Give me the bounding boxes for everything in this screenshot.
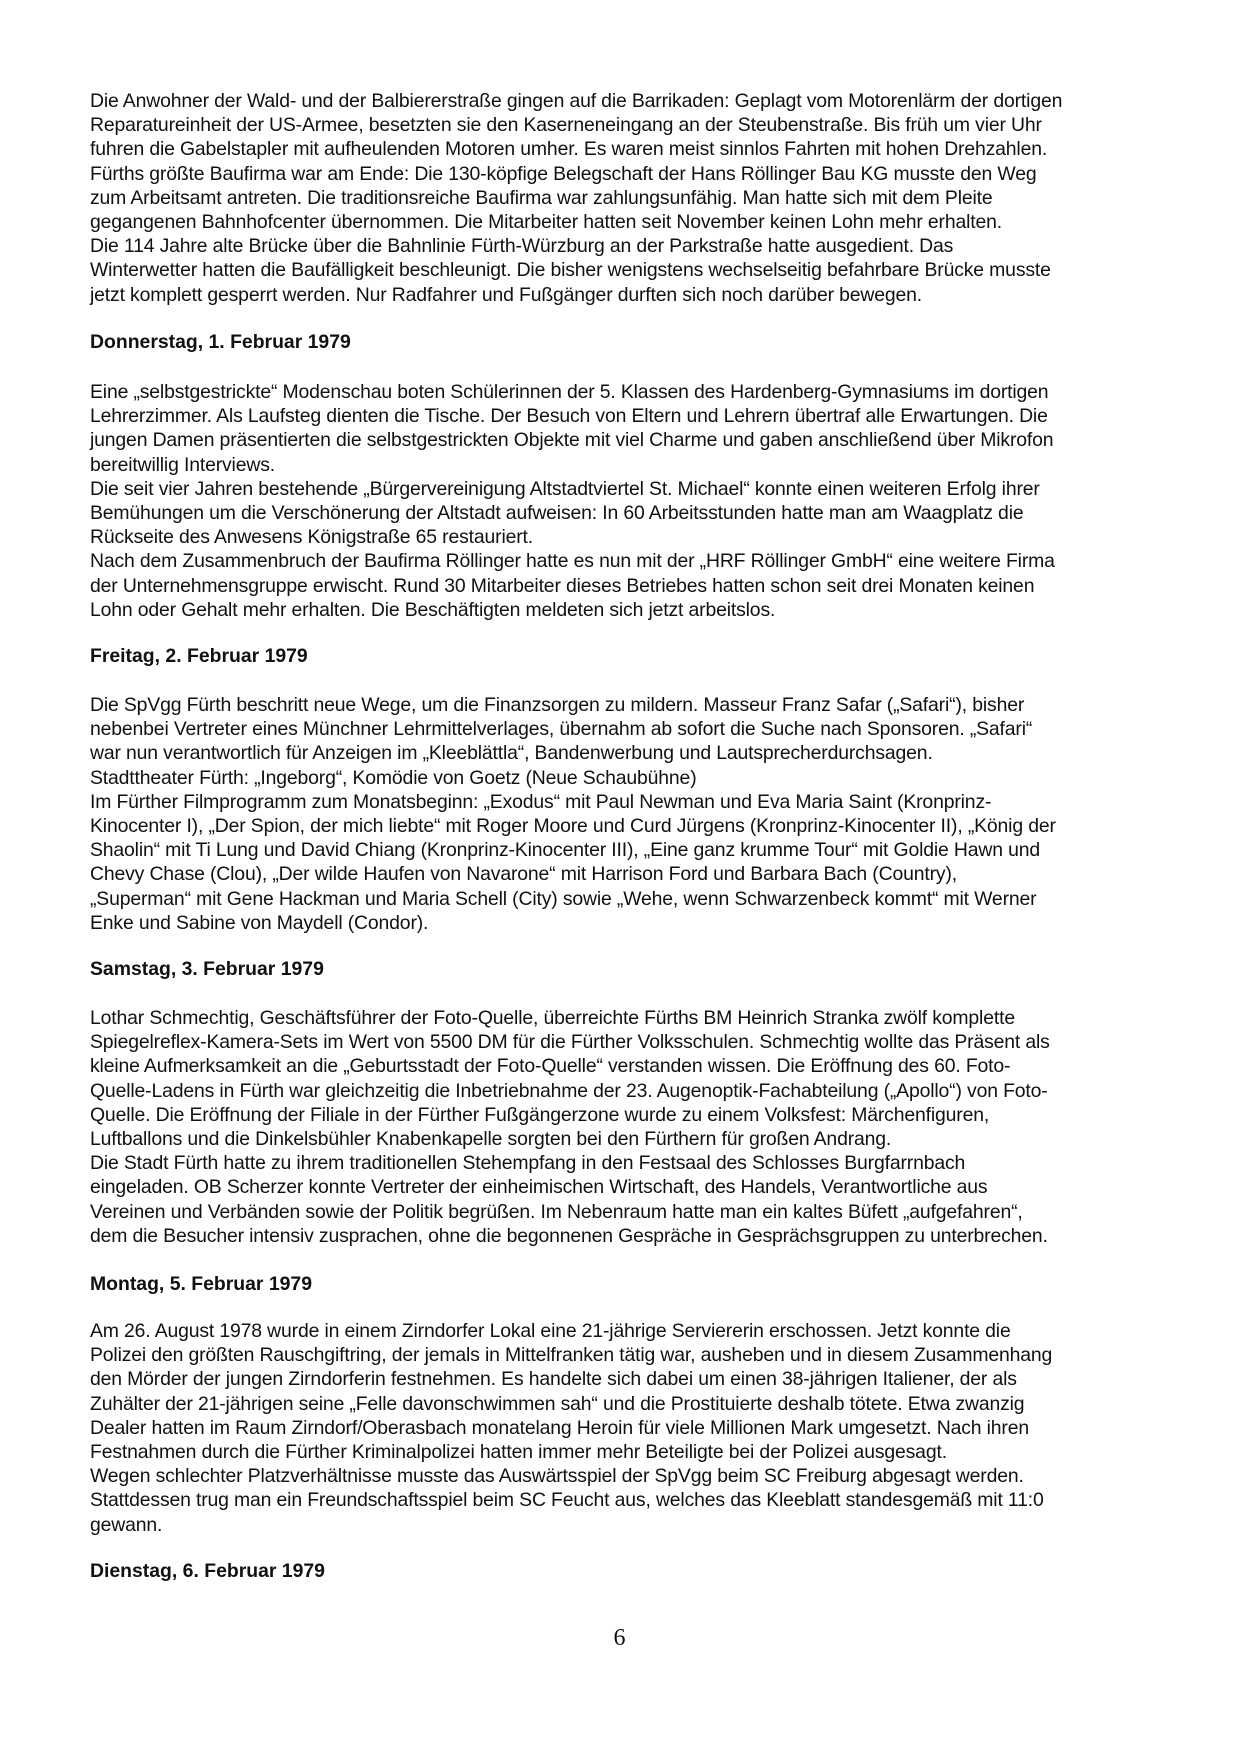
text-line: Am 26. August 1978 wurde in einem Zirndorfer Lokal eine 21-jährige Serviererin erschossen. Jetzt konnte die (90, 1320, 1011, 1342)
text-line: Lohn oder Gehalt mehr erhalten. Die Beschäftigten meldeten sich jetzt arbeitslos. (90, 598, 776, 621)
text-line: Quelle-Ladens in Fürth war gleichzeitig die Inbetriebnahme der 23. Augenoptik-Fachabteilung („Apollo“) von Foto- (90, 1079, 1048, 1102)
text-line: Festnahmen durch die Fürther Kriminalpolizei hatten immer mehr Beteiligte bei der Polizei ausgesagt. (90, 1440, 947, 1463)
text-line: Polizei den größten Rauschgiftring, der jemals in Mittelfranken tätig war, ausheben und in diesem Zusammenhang (90, 1344, 1053, 1367)
text-line: zum Arbeitsamt antreten. Die traditionsreiche Baufirma war zahlungsunfähig. Man hatte sich mit dem Pleite (90, 186, 993, 209)
text-line: Stadttheater Fürth: „Ingeborg“, Komödie von Goetz (Neue Schaubühne) (90, 766, 697, 789)
date-heading: Dienstag, 6. Februar 1979 (90, 1560, 325, 1582)
text-line: Reparatureinheit der US-Armee, besetzten sie den Kaserneneingang an der Steubenstraße. Bis früh um vier Uhr (90, 114, 1042, 137)
text-line: Rückseite des Anwesens Königstraße 65 restauriert. (90, 526, 534, 549)
text-line: gegangenen Bahnhofcenter übernommen. Die Mitarbeiter hatten seit November keinen Lohn mehr erhalten. (90, 210, 1003, 233)
text-line: Vereinen und Verbänden sowie der Politik begrüßen. Im Nebenraum hatte man ein kaltes Büfett „aufgefahren“, (90, 1200, 1023, 1223)
date-heading: Donnerstag, 1. Februar 1979 (90, 331, 351, 353)
text-line: Stattdessen trug man ein Freundschaftsspiel beim SC Feucht aus, welches das Kleeblatt standesgemäß mit 11:0 (90, 1489, 1044, 1512)
text-line: Kinocenter I), „Der Spion, der mich liebte“ mit Roger Moore und Curd Jürgens (Kronprinz-Kinocenter II), „König der (90, 814, 1056, 837)
text-line: Spiegelreflex-Kamera-Sets im Wert von 5500 DM für die Fürther Volksschulen. Schmechtig wollte das Präsent als (90, 1031, 1050, 1054)
text-line: Die SpVgg Fürth beschritt neue Wege, um die Finanzsorgen zu mildern. Masseur Franz Safar („Safari“), bisher (90, 694, 1025, 716)
text-line: den Mörder der jungen Zirndorferin festnehmen. Es handelte sich dabei um einen 38-jährigen Italiener, der als (90, 1368, 1017, 1391)
text-line: Die Stadt Fürth hatte zu ihrem traditionellen Stehempfang in den Festsaal des Schlosses Burgfarrnbach (90, 1152, 966, 1175)
text-line: Die 114 Jahre alte Brücke über die Bahnlinie Fürth-Würzburg an der Parkstraße hatte ausgedient. Das (90, 235, 954, 258)
date-heading: Montag, 5. Februar 1979 (90, 1273, 312, 1295)
text-line: eingeladen. OB Scherzer konnte Vertreter der einheimischen Wirtschaft, des Handels, Verantwortliche aus (90, 1176, 988, 1199)
text-line: fuhren die Gabelstapler mit aufheulenden Motoren umher. Es waren meist sinnlos Fahrten mit hohen Drehzahlen. (90, 138, 1048, 161)
text-line: Enke und Sabine von Maydell (Condor). (90, 911, 429, 934)
text-line: Zuhälter der 21-jährigen seine „Felle davonschwimmen sah“ und die Prostituierte deshalb tötete. Etwa zwanzig (90, 1392, 1025, 1415)
text-paragraph-block (90, 693, 1180, 935)
text-line: „Superman“ mit Gene Hackman und Maria Schell (City) sowie „Wehe, wenn Schwarzenbeck kommt“ mit Werner (90, 887, 1037, 910)
text-line: Wegen schlechter Platzverhältnisse musste das Auswärtsspiel der SpVgg beim SC Freiburg abgesagt werden. (90, 1465, 1024, 1488)
text-line: bereitwillig Interviews. (90, 453, 275, 476)
text-paragraph-block (90, 380, 1180, 622)
text-line: Dealer hatten im Raum Zirndorf/Oberasbach monatelang Heroin für viele Millionen Mark umgesetzt. Nach ihren (90, 1416, 1029, 1439)
text-line: nebenbei Vertreter eines Münchner Lehrmittelverlages, übernahm ab sofort die Suche nach Sponsoren. „Safari“ (90, 718, 1033, 741)
text-line: Lothar Schmechtig, Geschäftsführer der Foto-Quelle, überreichte Fürths BM Heinrich Stranka zwölf komplette (90, 1007, 1015, 1029)
text-line: Luftballons und die Dinkelsbühler Knabenkapelle sorgten bei den Fürthern für großen Andrang. (90, 1127, 892, 1150)
text-line: der Unternehmensgruppe erwischt. Rund 30 Mitarbeiter dieses Betriebes hatten schon seit drei Monaten keinen (90, 574, 1035, 597)
text-paragraph-block (90, 1319, 1180, 1537)
text-line: Winterwetter hatten die Baufälligkeit beschleunigt. Die bisher wenigstens wechselseitig befahrbare Brücke musste (90, 259, 1051, 282)
text-line: dem die Besucher intensiv zusprachen, ohne die begonnenen Gespräche in Gesprächsgruppen zu unterbrechen. (90, 1224, 1048, 1247)
text-line: jetzt komplett gesperrt werden. Nur Radfahrer und Fußgänger durften sich noch darüber bewegen. (90, 283, 923, 306)
text-line: Eine „selbstgestrickte“ Modenschau boten Schülerinnen der 5. Klassen des Hardenberg-Gymnasiums im dortigen (90, 381, 1049, 403)
text-paragraph-block (90, 1006, 1180, 1248)
text-paragraph-block (90, 89, 1180, 307)
date-heading: Freitag, 2. Februar 1979 (90, 645, 308, 667)
text-line: war nun verantwortlich für Anzeigen im „Kleeblättla“, Bandenwerbung und Lautsprecherdurchsagen. (90, 742, 933, 765)
text-line: jungen Damen präsentierten die selbstgestrickten Objekte mit viel Charme und gaben anschließend über Mikrofon (90, 429, 1054, 452)
text-line: kleine Aufmerksamkeit an die „Geburtsstadt der Foto-Quelle“ verstanden wissen. Die Eröffnung des 60. Foto- (90, 1055, 1011, 1078)
text-line: Im Fürther Filmprogramm zum Monatsbeginn: „Exodus“ mit Paul Newman und Eva Maria Saint (Kronprinz- (90, 790, 992, 813)
text-line: gewann. (90, 1513, 163, 1536)
text-line: Lehrerzimmer. Als Laufsteg dienten die Tische. Der Besuch von Eltern und Lehrern übertraf alle Erwartungen. Die (90, 405, 1048, 428)
text-line: Die Anwohner der Wald- und der Balbiererstraße gingen auf die Barrikaden: Geplagt vom Motorenlärm der dortigen (90, 90, 1063, 112)
text-line: Nach dem Zusammenbruch der Baufirma Röllinger hatte es nun mit der „HRF Röllinger GmbH“ eine weitere Firma (90, 550, 1055, 573)
text-line: Chevy Chase (Clou), „Der wilde Haufen von Navarone“ mit Harrison Ford und Barbara Bach (Country), (90, 863, 958, 886)
text-line: Bemühungen um die Verschönerung der Altstadt aufweisen: In 60 Arbeitsstunden hatte man am Waagplatz die (90, 501, 1024, 524)
date-heading: Samstag, 3. Februar 1979 (90, 958, 324, 980)
text-line: Quelle. Die Eröffnung der Filiale in der Fürther Fußgängerzone wurde zu einem Volksfest: Märchenfiguren, (90, 1103, 990, 1126)
text-line: Fürths größte Baufirma war am Ende: Die 130-köpfige Belegschaft der Hans Röllinger Bau KG musste den Weg (90, 162, 1037, 185)
page-number: 6 (613, 1625, 626, 1651)
text-line: Shaolin“ mit Ti Lung und David Chiang (Kronprinz-Kinocenter III), „Eine ganz krumme Tour“ mit Goldie Hawn und (90, 839, 1041, 862)
text-line: Die seit vier Jahren bestehende „Bürgervereinigung Altstadtviertel St. Michael“ konnte einen weiteren Erfolg ihrer (90, 477, 1040, 500)
